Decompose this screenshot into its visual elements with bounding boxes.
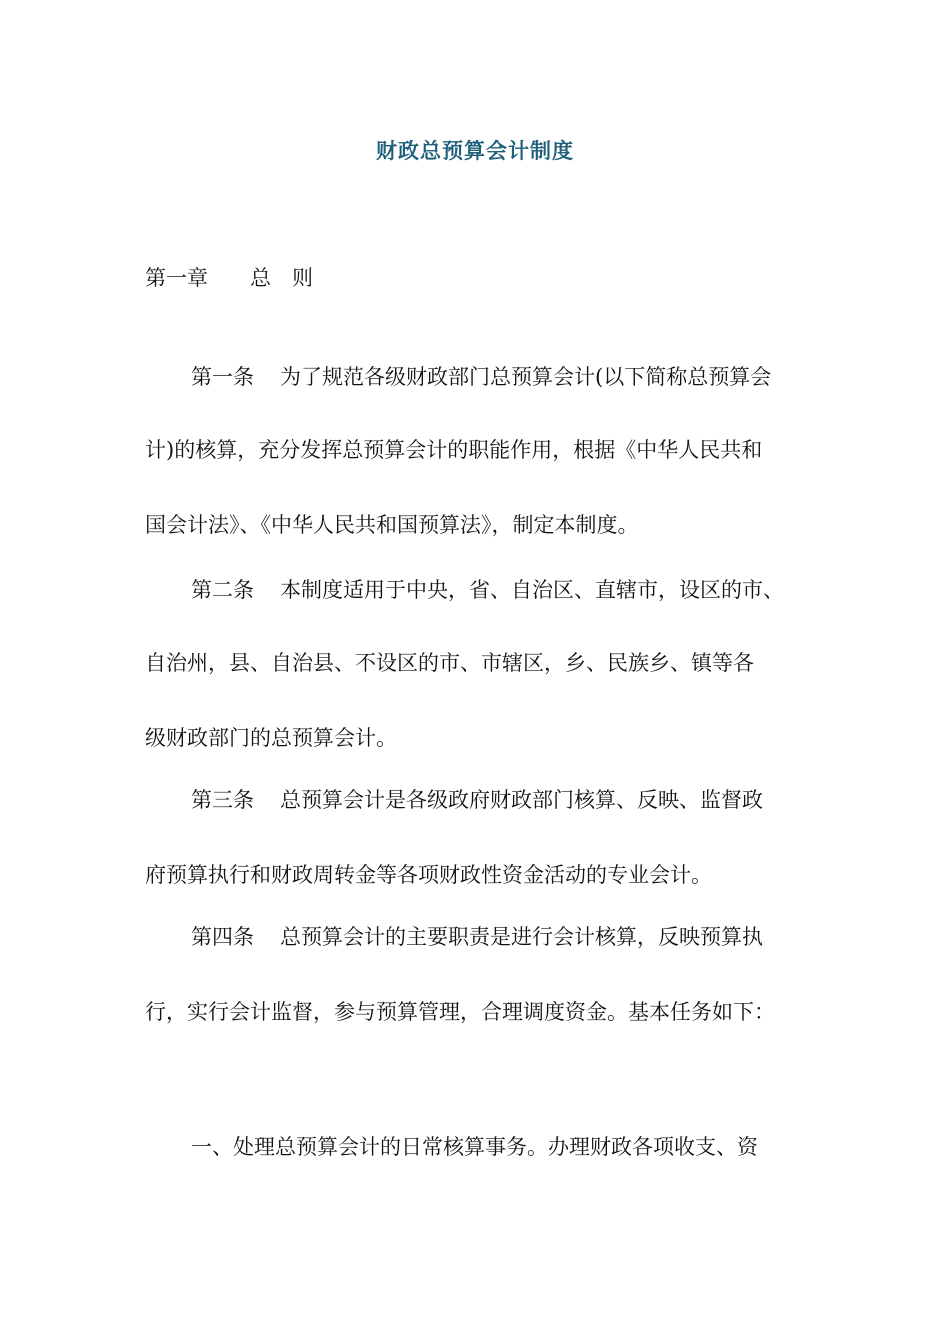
article-3-line-2: 府预算执行和财政周转金等各项财政性资金活动的专业会计。 (145, 863, 712, 887)
article-text: 总预算会计是各级政府财政部门核算、反映、监督政 (280, 788, 763, 812)
article-4-line-2: 行，实行会计监督，参与预算管理，合理调度资金。基本任务如下： (145, 1000, 775, 1024)
article-1-line-3: 国会计法》、《中华人民共和国预算法》，制定本制度。 (145, 513, 639, 537)
chapter-heading: 第一章 总 则 (145, 266, 313, 290)
article-1-line-1 (191, 362, 815, 392)
article-label: 第一条 (191, 365, 254, 389)
article-2-line-3: 级财政部门的总预算会计。 (145, 726, 397, 750)
article-2-line-1 (191, 575, 815, 605)
article-2-line-2: 自治州，县、自治县、不设区的市、市辖区，乡、民族乡、镇等各 (145, 651, 754, 675)
article-text: 本制度适用于中央，省、自治区、直辖市，设区的市、 (280, 578, 784, 602)
article-text: 总预算会计的主要职责是进行会计核算，反映预算执 (280, 925, 763, 949)
article-label: 第三条 (191, 788, 254, 812)
article-3-line-1 (191, 785, 815, 815)
article-4-line-1 (191, 922, 815, 952)
article-label: 第二条 (191, 578, 254, 602)
article-1-line-2: 计)的核算，充分发挥总预算会计的职能作用，根据《中华人民共和 (145, 438, 763, 462)
document-title: 财政总预算会计制度 (376, 138, 574, 163)
task-1-line-1: 一、处理总预算会计的日常核算事务。办理财政各项收支、资 (191, 1135, 758, 1159)
article-label: 第四条 (191, 925, 254, 949)
article-text: 为了规范各级财政部门总预算会计(以下简称总预算会 (280, 365, 772, 389)
